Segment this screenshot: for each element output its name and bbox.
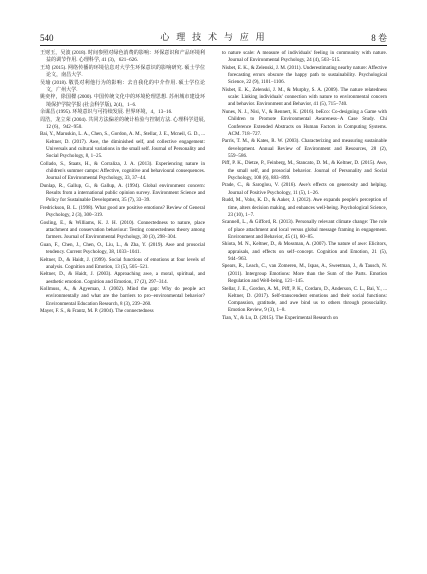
volume-label: 8 卷 [371,33,387,43]
reference-entry: Collado, S., Staats, H., & Corraliza, J. A. (2013). Experiencing nature in children's summer camps: Affective, cognitive and behavioural consequences. Journal of Environmental Psychology, 33, 37−44. [40,160,205,182]
reference-entry: 吴瑜 (2018). 敬畏对利他行为的影响：去自我化的中介作用. 硕士学位论文，广州大学. [40,79,205,93]
reference-column-right [222,50,387,322]
reference-column-left [40,50,205,316]
reference-entry: Shiota, M. N., Keltner, D., & Mossman, A. (2007). The nature of awe: Elicitors, appraisals, and effects on self−concept. Cognition and Emotion, 21 (5), 944−963. [222,241,387,262]
reference-entry: Nisbet, E. K., Zelenski, J. M., & Murphy, S. A. (2009). The nature relatedness scale: Linking individuals' connection with nature to environmental concern and behavior. Environment and Behavior, 41 (5), 715−740. [222,86,387,108]
reference-entry: 王财玉，吴波 (2018). 时间参照对绿色消费的影响：环保意识和产品环境利益的调节作用. 心理科学, 41 (3)，621−626. [40,50,205,64]
reference-entry: Prade, C., & Saroglou, V. (2016). Awe's effects on generosity and helping. Journal of Positive Psychology, 11 (5), 1−26. [222,182,387,196]
reference-entry: Bai, Y., Maruskin, L. A., Chen, S., Gordon, A. M., Stellar, J. E., Mcneil, G. D., ... Keltner, D. (2017). Awe, the diminished self, and collective engagement: Universals and cultural variations in the small self. Journal of Personality and Social Psychology, 8, 1−25. [40,131,205,160]
reference-entry: 姚奕梓，徐国樑 (2000). 中国传统文化中的环境伦理思想. 苏州城市建设环境保护学院学报 (社会科学版), 2(4)，1−6. [40,94,205,108]
reference-entry: 王琦 (2015). 网络传播的环境信息对大学生环保意识的影响研究. 硕士学位论文，南昌大学. [40,64,205,79]
reference-entry: Mayer, F. S., & Frantz, M. P. (2004). The connectedness [40,308,154,315]
reference-entry: Keltner, D., & Haidt, J. (2003). Approaching awe, a moral, spiritual, and aesthetic emotion. Cognition and Emotion, 17 (2), 297−314. [40,271,205,285]
reference-entry: 周浩，龙立荣 (2004). 共同方法偏差的统计检验与控制方法. 心理科学进展, 12 (6)，942−950. [40,116,205,130]
reference-entry: to nature scale: A measure of individuals' feeling in community with nature. Journal of Environmental Psychology, 24 (4), 503−515. [222,50,387,64]
reference-entry: Dunlap, R., Gallup, G., & Gallup, A. (1994). Global environment concern: Results from a international public opinion survey. Environment Science and Policy for Sustainable Development, 35 (7), 33−39. [40,182,205,204]
reference-entry: Keltner, D., & Haidt, J. (1999). Social functions of emotions at four levels of analysis. Cognition and Emotion, 13 (5), 505−521. [40,256,205,270]
reference-entry: Kollmuss, A., & Agyeman, J. (2002). Mind the gap: Why do people act environmentally and what are the barriers to pro−environmental behavior? Environmental Education Research, 8 (3), 239−260. [40,286,205,307]
journal-title: 心 理 技 术 与 应 用 [160,33,267,43]
reference-entry: Guan, F., Chen, J., Chen, O., Liu, L., & Zha, Y. (2019). Awe and prosocial tendency. Current Psychology, 38, 1033−1041. [40,241,205,256]
reference-entry: Gosling, E., & Williams, K. J. H. (2010). Connectedness to nature, place attachment and conservation behaviour: Testing connectedness theory among farmers. Journal of Environmental Psychology, 30 (3), 298−304. [40,219,205,241]
reference-entry: Parris, T. M., & Kates, R. W. (2003). Characterizing and measuring sustainable development. Annual Review of Environment and Resources, 28 (2), 559−586. [222,138,387,159]
reference-entry: Tian, Y., & Lu, D. (2015). The Experimental Research on [222,314,338,321]
reference-entry: Scannell, L., & Gifford, R. (2013). Personally relevant climate change: The role of place attachment and local versus global message framing in engagement. Environment and Behavior, 45 (1), 60−85. [222,219,387,240]
running-header [40,32,387,44]
header-rule [40,45,387,46]
reference-entry: Nunes, N. J., Nisi, V., & Rennert, K. (2016). beEco: Co-designing a Game with Children to Promote Environmental Awareness−A Case Study. Chi Conference Extended Abstracts on Human Factors in Computing Systems. ACM. 718−727. [222,108,387,137]
reference-entry: 余谋昌 (1995). 环境意识与可持续发展. 世界环境，4，13−16. [40,109,173,116]
reference-entry: Stellar, J. E., Gordon, A. M., Piff, P. K., Cordaro, D., Anderson, C. L., Bai, Y., ... Keltner, D. (2017). Self-transcendent emotions and their social functions: Compassion, gratitude, and awe bind us to others through prosociality. Emotion Review, 9 (3), 1−8. [222,285,387,314]
reference-entry: Spears, R., Leach, C., van Zomeren, M., Ispas, A., Sweetman, J., & Tausch, N. (2011). Intergroup Emotions: More than the Sum of the Parts. Emotion Regulation and Well-being, 121−145. [222,263,387,285]
page-number: 540 [40,33,54,43]
reference-entry: Fredrickson, B. L. (1998). What good are positive emotions? Review of General Psychology, 2 (3), 300−319. [40,204,205,219]
reference-entry: Nisbet, E. K., & Zelenski, J. M. (2011). Underestimating nearby nature: Affective forecasting errors obscure the happy path to sustainability. Psychological Science, 22 (9), 1101−1106. [222,64,387,86]
reference-entry: Piff, P. K., Dietze, P., Feinberg, M., Stancato, D. M., & Keltner, D. (2015). Awe, the small self, and prosocial behavior. Journal of Personality and Social Psychology, 108 (6), 883−899. [222,160,387,181]
reference-entry: Rudd, M., Vohs, K. D., & Aaker, J. (2012). Awe expands people's perception of time, alters decision making, and enhances well-being. Psychological Science, 23 (10), 1−7. [222,197,387,218]
